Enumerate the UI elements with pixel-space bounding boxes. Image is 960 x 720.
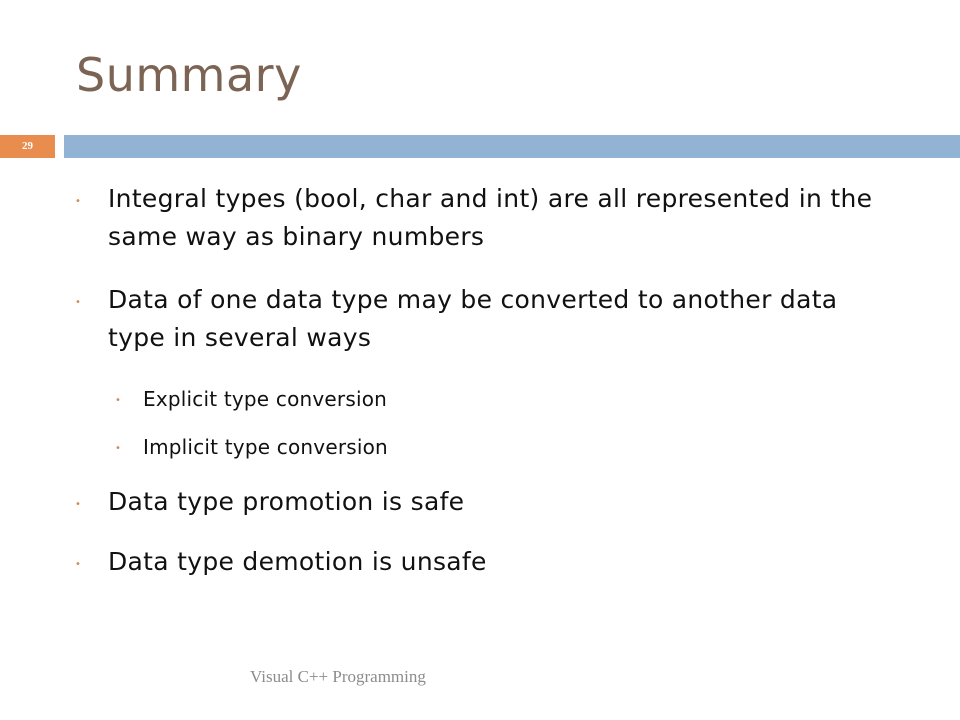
- bullet-marker-icon: •: [75, 196, 81, 207]
- bullet-marker-icon: •: [75, 559, 81, 570]
- bullet-marker-icon: •: [115, 395, 121, 406]
- title-rule-bar: [64, 135, 960, 158]
- bullet-marker-icon: •: [75, 297, 81, 308]
- slide-footer: Visual C++ Programming: [250, 667, 426, 686]
- bullet-text: Data type demotion is unsafe: [108, 547, 487, 576]
- bullet-text: Data type promotion is safe: [108, 487, 465, 516]
- bullet-marker-icon: •: [75, 499, 81, 510]
- slide-title: Summary: [76, 48, 302, 102]
- bullet-marker-icon: •: [115, 443, 121, 454]
- slide-number: 29: [22, 140, 33, 152]
- bullet-text: Integral types (bool, char and int) are all represented in the same way as binary numbers: [108, 184, 873, 251]
- sub-bullet-text: Explicit type conversion: [143, 387, 388, 411]
- sub-bullet-text: Implicit type conversion: [143, 435, 388, 459]
- bullet-text: Data of one data type may be converted to another data type in several ways: [108, 285, 838, 352]
